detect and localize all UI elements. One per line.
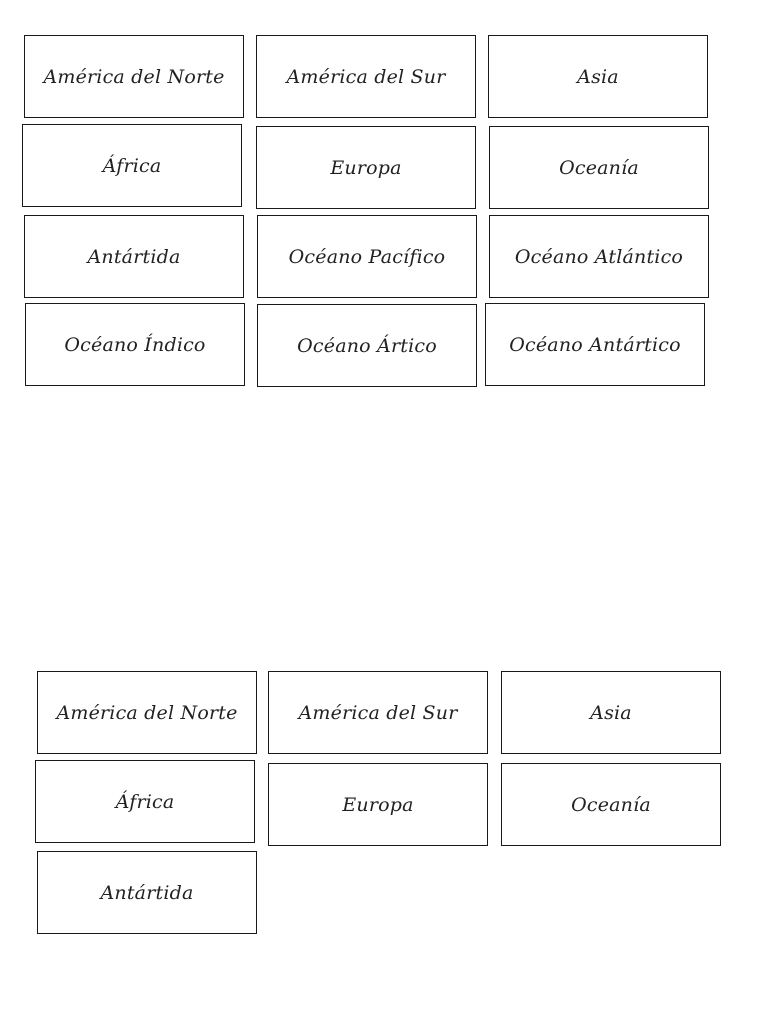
card-label: Océano Ártico [297,334,437,357]
card [24,35,244,118]
card [268,763,488,846]
card [256,126,476,209]
card [485,303,705,386]
card [22,124,242,207]
card [501,763,721,846]
card-label: Océano Antártico [509,333,681,356]
card-label: América del Norte [43,65,225,88]
card [488,35,708,118]
card-label: Antártida [87,245,181,268]
card [256,35,476,118]
card [489,215,709,298]
card [257,215,477,298]
card-label: Europa [342,793,414,816]
card-label: Oceanía [571,793,651,816]
card-label: América del Norte [56,701,238,724]
card-label: América del Sur [286,65,446,88]
card [37,851,257,934]
card-label: Océano Pacífico [288,245,446,268]
card [25,303,245,386]
card-label: América del Sur [298,701,458,724]
card-label: Asia [577,65,619,88]
card-label: África [102,154,162,177]
card [501,671,721,754]
card-label: Asia [590,701,632,724]
card-label: África [115,790,175,813]
card-label: Oceanía [559,156,639,179]
card [24,215,244,298]
card-label: Océano Atlántico [514,245,684,268]
card [35,760,255,843]
card [37,671,257,754]
card-label: Antártida [100,881,194,904]
card-label: Europa [330,156,402,179]
card [257,304,477,387]
card-label: Océano Índico [64,333,206,356]
card [268,671,488,754]
card [489,126,709,209]
